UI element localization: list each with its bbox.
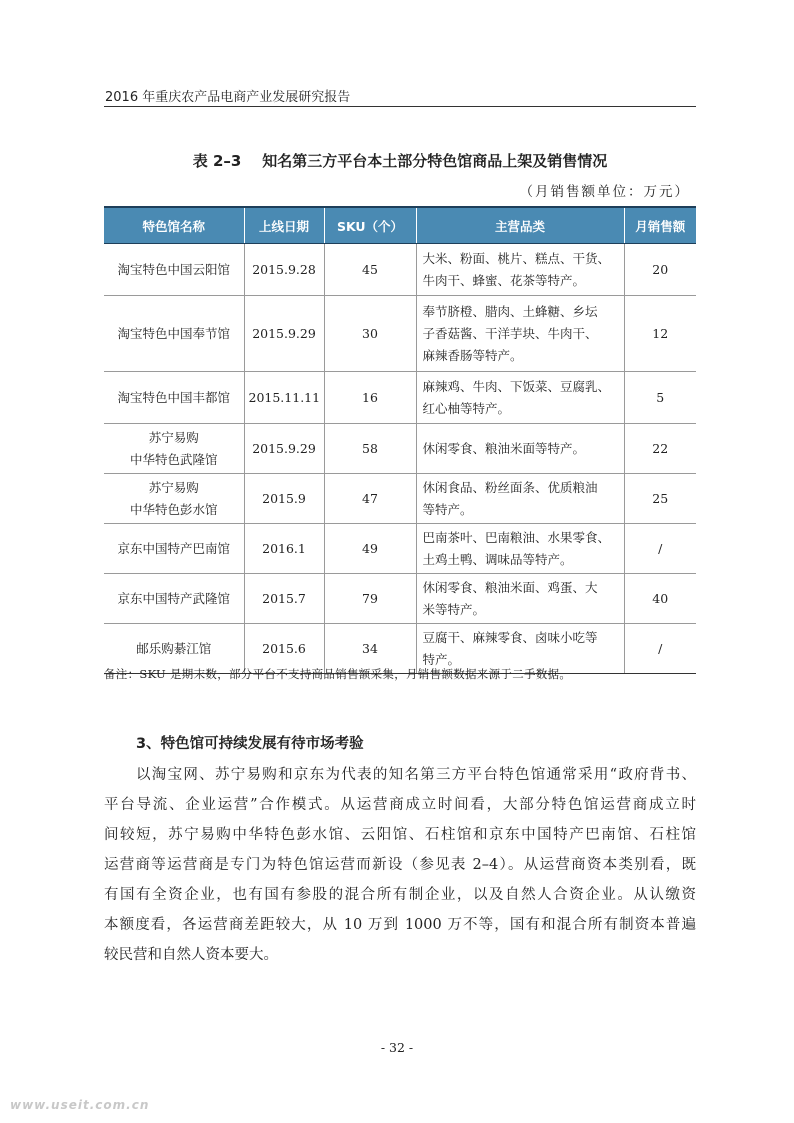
cell-categories <box>416 474 624 524</box>
cell-categories-line: 巴南茶叶、巴南粮油、水果零食、 <box>422 529 611 545</box>
cell-categories-line: 子香菇酱、干洋芋块、牛肉干、 <box>422 325 598 341</box>
body-line: 较民营和自然人资本要大。 <box>104 947 278 963</box>
cell-categories-line: 土鸡土鸭、调味品等特产。 <box>422 551 573 567</box>
table-row <box>104 372 696 424</box>
table-row <box>104 424 696 474</box>
cell-categories <box>416 296 624 372</box>
cell-monthly-sales: 25 <box>624 474 696 524</box>
cell-sku: 47 <box>324 474 416 524</box>
cell-pavilion-name <box>104 474 244 524</box>
cell-pavilion-name-line: 苏宁易购 <box>148 479 199 495</box>
column-header-sales: 月销售额 <box>624 207 696 244</box>
cell-pavilion-name-line: 邮乐购綦江馆 <box>136 640 212 656</box>
column-header-sku: SKU（个） <box>324 207 416 244</box>
cell-pavilion-name-line: 中华特色武隆馆 <box>129 451 218 467</box>
column-header-date: 上线日期 <box>244 207 324 244</box>
cell-categories-line: 米等特产。 <box>422 601 486 617</box>
cell-categories-line: 大米、粉面、桃片、糕点、干货、 <box>422 250 611 266</box>
cell-pavilion-name-line: 淘宝特色中国奉节馆 <box>117 325 230 341</box>
watermark: www.useit.com.cn <box>10 1098 150 1112</box>
cell-categories-line: 奉节脐橙、腊肉、土蜂糖、乡坛 <box>422 303 598 319</box>
cell-pavilion-name <box>104 296 244 372</box>
body-line: 运营商等运营商是专门为特色馆运营而新设（参见表 2–4）。从运营商资本类别看，既 <box>104 857 696 873</box>
table-row <box>104 244 696 296</box>
body-line: 以淘宝网、苏宁易购和京东为代表的知名第三方平台特色馆通常采用“政府背书、 <box>136 767 696 783</box>
body-paragraph <box>104 760 696 970</box>
cell-pavilion-name <box>104 424 244 474</box>
table-footnote: 备注：SKU 是期末数，部分平台不支持商品销售额采集，月销售额数据来源于二手数据。 <box>104 667 572 681</box>
cell-categories-line: 豆腐干、麻辣零食、卤味小吃等 <box>422 629 598 645</box>
cell-categories-line: 牛肉干、蜂蜜、花茶等特产。 <box>422 272 586 288</box>
specialty-pavilion-table <box>104 206 696 674</box>
cell-monthly-sales: 40 <box>624 574 696 624</box>
cell-sku: 30 <box>324 296 416 372</box>
table-row <box>104 474 696 524</box>
cell-launch-date: 2015.11.11 <box>244 372 324 424</box>
cell-sku: 79 <box>324 574 416 624</box>
cell-pavilion-name-line: 苏宁易购 <box>148 429 199 445</box>
body-line: 本额度看，各运营商差距较大，从 10 万到 1000 万不等，国有和混合所有制资本普遍 <box>104 917 696 933</box>
cell-launch-date: 2015.9.29 <box>244 424 324 474</box>
cell-monthly-sales: 5 <box>624 372 696 424</box>
body-line: 有国有全资企业，也有国有参股的混合所有制企业，以及自然人合资企业。从认缴资 <box>104 887 696 903</box>
cell-pavilion-name-line: 京东中国特产武隆馆 <box>117 590 230 606</box>
unit-note: （月销售额单位：万元） <box>519 184 690 200</box>
table-header-row <box>104 207 696 244</box>
cell-monthly-sales: 22 <box>624 424 696 474</box>
cell-pavilion-name-line: 中华特色彭水馆 <box>129 501 218 517</box>
cell-categories <box>416 524 624 574</box>
cell-launch-date: 2016.1 <box>244 524 324 574</box>
cell-categories-line: 休闲零食、粮油米面、鸡蛋、大 <box>422 579 598 595</box>
cell-pavilion-name <box>104 244 244 296</box>
cell-pavilion-name-line: 京东中国特产巴南馆 <box>117 540 230 556</box>
header-divider <box>104 106 696 107</box>
cell-monthly-sales: 20 <box>624 244 696 296</box>
cell-sku: 45 <box>324 244 416 296</box>
cell-pavilion-name <box>104 574 244 624</box>
cell-sku: 16 <box>324 372 416 424</box>
cell-sku: 49 <box>324 524 416 574</box>
body-line: 平台导流、企业运营”合作模式。从运营商成立时间看，大部分特色馆运营商成立时 <box>104 797 696 813</box>
cell-categories-line: 等特产。 <box>422 501 473 517</box>
cell-pavilion-name <box>104 372 244 424</box>
cell-monthly-sales: 12 <box>624 296 696 372</box>
report-header-title: 2016 年重庆农产品电商产业发展研究报告 <box>105 90 351 105</box>
cell-pavilion-name-line: 淘宝特色中国丰都馆 <box>117 389 230 405</box>
cell-pavilion-name <box>104 524 244 574</box>
table-row <box>104 296 696 372</box>
table-row <box>104 524 696 574</box>
cell-monthly-sales: / <box>624 524 696 574</box>
cell-categories <box>416 372 624 424</box>
cell-categories <box>416 424 624 474</box>
column-header-categories: 主营品类 <box>416 207 624 244</box>
cell-launch-date: 2015.9 <box>244 474 324 524</box>
cell-pavilion-name-line: 淘宝特色中国云阳馆 <box>117 261 230 277</box>
section-heading: 3、特色馆可持续发展有待市场考验 <box>136 736 364 752</box>
page-number: - 32 - <box>380 1040 414 1055</box>
cell-launch-date: 2015.9.29 <box>244 296 324 372</box>
cell-launch-date: 2015.7 <box>244 574 324 624</box>
table-row <box>104 574 696 624</box>
cell-launch-date: 2015.6 <box>244 624 324 674</box>
cell-categories <box>416 244 624 296</box>
cell-categories-line: 麻辣鸡、牛肉、下饭菜、豆腐乳、 <box>422 378 611 394</box>
cell-categories-line: 休闲食品、粉丝面条、优质粮油 <box>422 479 598 495</box>
cell-launch-date: 2015.9.28 <box>244 244 324 296</box>
cell-monthly-sales: / <box>624 624 696 674</box>
cell-categories <box>416 574 624 624</box>
cell-categories-line: 特产。 <box>422 651 461 667</box>
cell-categories-line: 休闲零食、粮油米面等特产。 <box>422 440 586 456</box>
cell-sku: 34 <box>324 624 416 674</box>
body-line: 间较短，苏宁易购中华特色彭水馆、云阳馆、石柱馆和京东中国特产巴南馆、石柱馆 <box>104 827 696 843</box>
column-header-name: 特色馆名称 <box>104 207 244 244</box>
cell-categories-line: 麻辣香肠等特产。 <box>422 347 523 363</box>
cell-categories-line: 红心柚等特产。 <box>422 400 511 416</box>
cell-sku: 58 <box>324 424 416 474</box>
table-title: 表 2–3 知名第三方平台本土部分特色馆商品上架及销售情况 <box>192 152 608 170</box>
